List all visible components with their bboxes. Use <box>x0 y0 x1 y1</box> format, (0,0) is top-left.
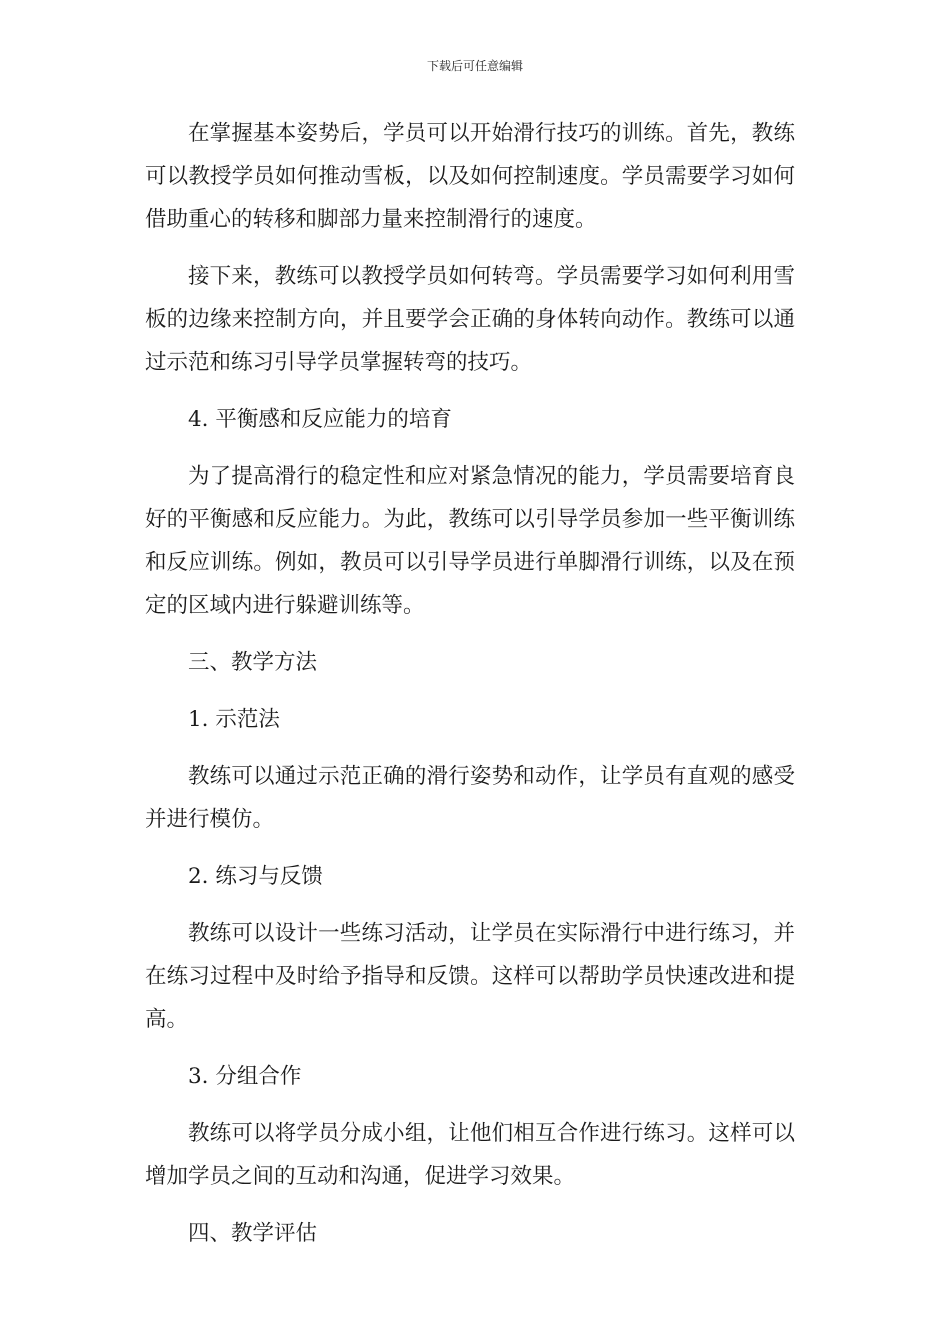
heading-demonstration: 1. 示范法 <box>188 707 280 732</box>
heading-teaching-evaluation: 四、教学评估 <box>188 1221 318 1246</box>
heading-balance-reaction: 4. 平衡感和反应能力的培育 <box>188 407 452 432</box>
document-body <box>145 112 795 1269</box>
heading-teaching-methods: 三、教学方法 <box>188 650 318 675</box>
paragraph-turning: 接下来，教练可以教授学员如何转弯。学员需要学习如何利用雪板的边缘来控制方向，并且要学会正确的身体转向动作。教练可以通过示范和练习引导学员掌握转弯的技巧。 <box>145 264 795 375</box>
paragraph-gliding-skills: 在掌握基本姿势后，学员可以开始滑行技巧的训练。首先，教练可以教授学员如何推动雪板，以及如何控制速度。学员需要学习如何借助重心的转移和脚部力量来控制滑行的速度。 <box>145 121 795 232</box>
paragraph-balance-training: 为了提高滑行的稳定性和应对紧急情况的能力，学员需要培育良好的平衡感和反应能力。为此，教练可以引导学员参加一些平衡训练和反应训练。例如，教员可以引导学员进行单脚滑行训练，以及在预定的区域内进行躲避训练等。 <box>145 464 795 618</box>
heading-practice-feedback: 2. 练习与反馈 <box>188 864 323 889</box>
paragraph-demonstration: 教练可以通过示范正确的滑行姿势和动作，让学员有直观的感受并进行模仿。 <box>145 764 795 832</box>
page-header: 下载后可任意编辑 <box>426 59 523 73</box>
paragraph-practice-feedback: 教练可以设计一些练习活动，让学员在实际滑行中进行练习，并在练习过程中及时给予指导和反馈。这样可以帮助学员快速改进和提高。 <box>145 921 795 1032</box>
paragraph-group-cooperation: 教练可以将学员分成小组，让他们相互合作进行练习。这样可以增加学员之间的互动和沟通，促进学习效果。 <box>145 1121 795 1189</box>
heading-group-cooperation: 3. 分组合作 <box>188 1064 302 1089</box>
